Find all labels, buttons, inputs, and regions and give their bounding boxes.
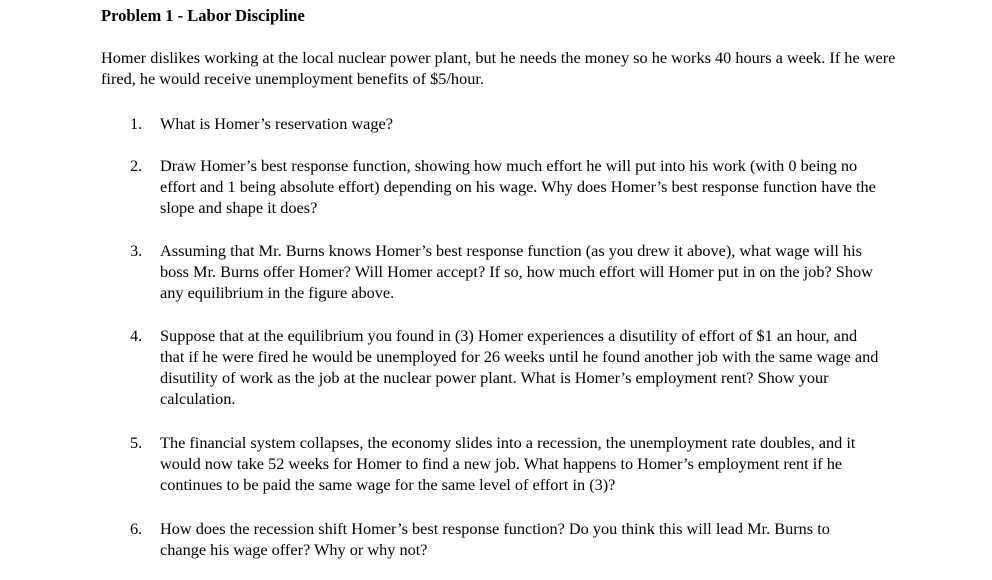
question-text: How does the recession shift Homer’s best response function? Do you think this will lead Mr. Burns to change his wage offer? Why or why not? xyxy=(160,519,830,559)
problem-intro: Homer dislikes working at the local nuclear power plant, but he needs the money so he works 40 hours a week. If he were fired, he would receive unemployment benefits of $5/hour. xyxy=(101,48,896,88)
question-number: 2. xyxy=(130,156,143,175)
question-number: 3. xyxy=(130,241,143,260)
question-number: 6. xyxy=(130,519,143,538)
question-text: Draw Homer’s best response function, showing how much effort he will put into his work (with 0 being no effort and 1 being absolute effort) depending on his wage. Why does Homer’s best response function have the slope and shape it does? xyxy=(160,156,876,217)
question-number: 1. xyxy=(130,114,143,133)
question-text: What is Homer’s reservation wage? xyxy=(160,114,393,133)
question-text: Assuming that Mr. Burns knows Homer’s best response function (as you drew it above), what wage will his boss Mr. Burns offer Homer? Will Homer accept? If so, how much effort will Homer put in on the job? Show any equilibrium in the figure above. xyxy=(160,241,873,302)
question-text: Suppose that at the equilibrium you found in (3) Homer experiences a disutility of effort of $1 an hour, and that if he were fired he would be unemployed for 26 weeks until he found another job with the same wage and disutility of work as the job at the nuclear power plant. What is Homer’s employment rent? Show your calculation. xyxy=(160,326,879,408)
question-number: 5. xyxy=(130,433,143,452)
question-number: 4. xyxy=(130,326,143,345)
problem-title: Problem 1 - Labor Discipline xyxy=(101,6,305,25)
question-text: The financial system collapses, the economy slides into a recession, the unemployment rate doubles, and it would now take 52 weeks for Homer to find a new job. What happens to Homer’s employment rent if he continues to be paid the same wage for the same level of effort in (3)? xyxy=(160,433,856,494)
